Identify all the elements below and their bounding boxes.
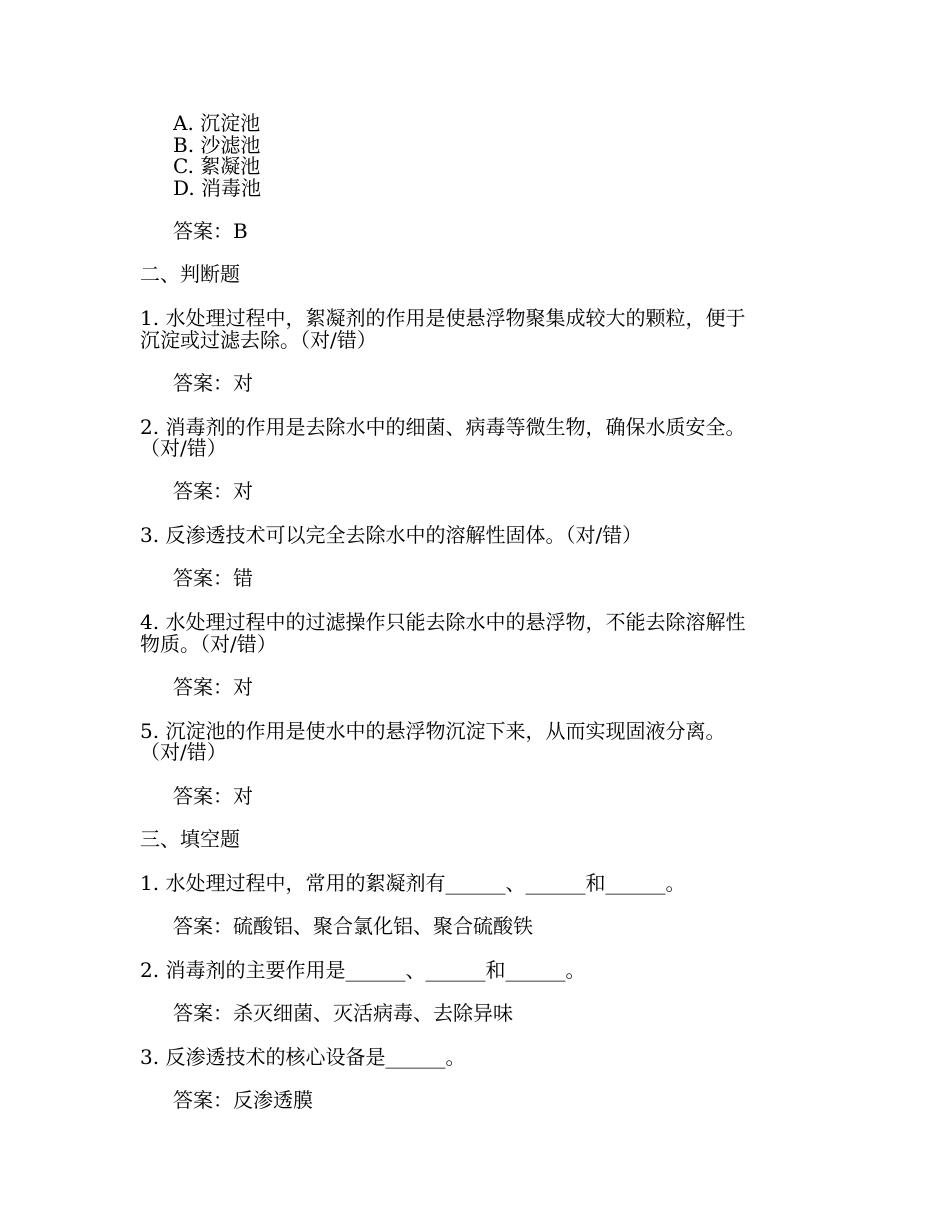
answer-text: 答案：错 (173, 566, 253, 590)
answer-text: 答案：硫酸铝、聚合氯化铝、聚合硫酸铁 (173, 914, 533, 938)
question-line: 物质。（对/错） (140, 632, 277, 656)
question-line: 4. 水处理过程中的过滤操作只能去除水中的悬浮物，不能去除溶解性 (140, 610, 746, 634)
answer-text: 答案：对 (173, 371, 253, 395)
option-a: A. 沉淀池 (173, 111, 261, 135)
question-line: 1. 水处理过程中，絮凝剂的作用是使悬浮物聚集成较大的颗粒，便于 (140, 306, 746, 330)
section-title: 三、填空题 (140, 827, 240, 851)
question-line: 3. 反渗透技术的核心设备是______。 (140, 1045, 466, 1069)
answer-text: 答案：对 (173, 479, 253, 503)
question-line: （对/错） (140, 740, 227, 764)
question-line: 沉淀或过滤去除。（对/错） (140, 328, 377, 352)
option-d: D. 消毒池 (173, 176, 262, 200)
question-line: 1. 水处理过程中，常用的絮凝剂有______、______和______。 (140, 871, 686, 895)
question-line: 3. 反渗透技术可以完全去除水中的溶解性固体。（对/错） (140, 523, 643, 547)
section-title: 二、判断题 (140, 262, 240, 286)
option-b: B. 沙滤池 (173, 133, 261, 157)
answer-text: 答案：B (173, 219, 248, 243)
answer-text: 答案：杀灭细菌、灭活病毒、去除异味 (173, 1001, 513, 1025)
answer-text: 答案：反渗透膜 (173, 1088, 313, 1112)
question-line: 2. 消毒剂的作用是去除水中的细菌、病毒等微生物，确保水质安全。 (140, 415, 746, 439)
question-line: （对/错） (140, 436, 227, 460)
answer-text: 答案：对 (173, 784, 253, 808)
answer-text: 答案：对 (173, 675, 253, 699)
question-line: 5. 沉淀池的作用是使水中的悬浮物沉淀下来，从而实现固液分离。 (140, 719, 726, 743)
option-c: C. 絮凝池 (173, 154, 261, 178)
question-line: 2. 消毒剂的主要作用是______、______和______。 (140, 958, 586, 982)
